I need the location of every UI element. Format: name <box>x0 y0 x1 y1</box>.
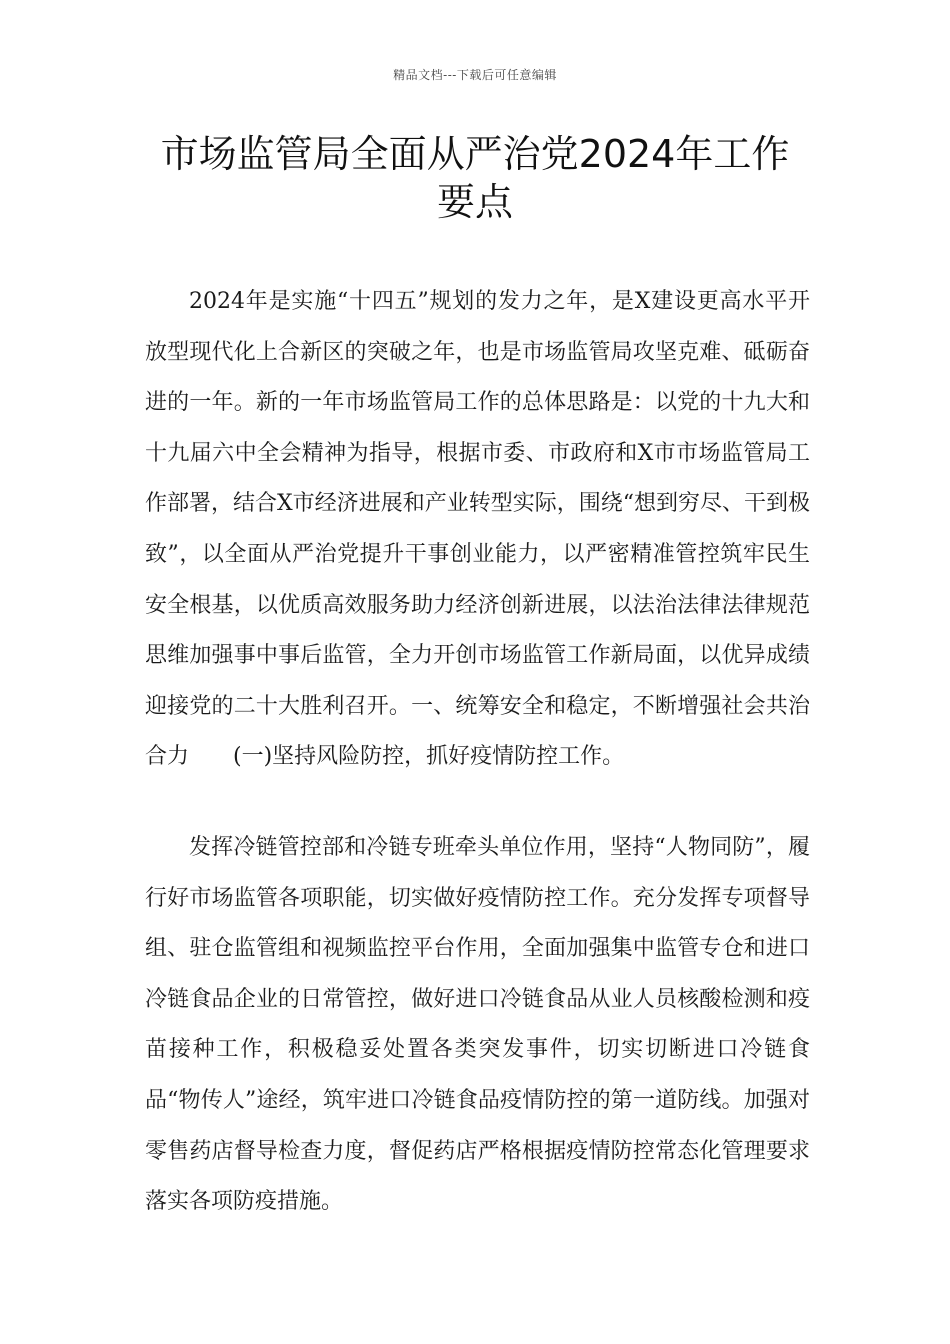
document-title-line-2: 要点 <box>436 180 513 224</box>
document-title <box>100 130 850 226</box>
document-title-line-1: 市场监管局全面从严治党2024年工作 <box>160 132 790 176</box>
paragraph-2: 发挥冷链管控部和冷链专班牵头单位作用，坚持“人物同防”，履行好市场监管各项职能，切实做好疫情防控工作。充分发挥专项督导组、驻仓监管组和视频监控平台作用，全面加强集中监管专仓和进口冷链食品企业的日常管控，做好进口冷链食品从业人员核酸检测和疫苗接种工作，积极稳妥处置各类突发事件，切实切断进口冷链食品“物传人”途经，筑牢进口冷链食品疫情防控的第一道防线。加强对零售药店督导检查力度，督促药店严格根据疫情防控常态化管理要求落实各项防疫措施。 <box>145 835 810 1215</box>
paragraph-1: 2024年是实施“十四五”规划的发力之年，是X建设更高水平开放型现代化上合新区的突破之年，也是市场监管局攻坚克难、砥砺奋进的一年。新的一年市场监管局工作的总体思路是：以党的十九大和十九届六中全会精神为指导，根据市委、市政府和X市市场监管局工作部署，结合X市经济进展和产业转型实际，围绕“想到穷尽、干到极致”，以全面从严治党提升干事创业能力，以严密精准管控筑牢民生安全根基，以优质高效服务助力经济创新进展，以法治法律法律规范思维加强事中事后监管，全力开创市场监管工作新局面，以优异成绩迎接党的二十大胜利召开。一、统筹安全和稳定，不断增强社会共治合力 (一)坚持风险防控，抓好疫情防控工作。 <box>145 289 810 770</box>
body-section-2 <box>145 823 810 1228</box>
body-section-1 <box>145 277 810 783</box>
header-note: 精品文档---下载后可任意编辑 <box>393 68 557 82</box>
